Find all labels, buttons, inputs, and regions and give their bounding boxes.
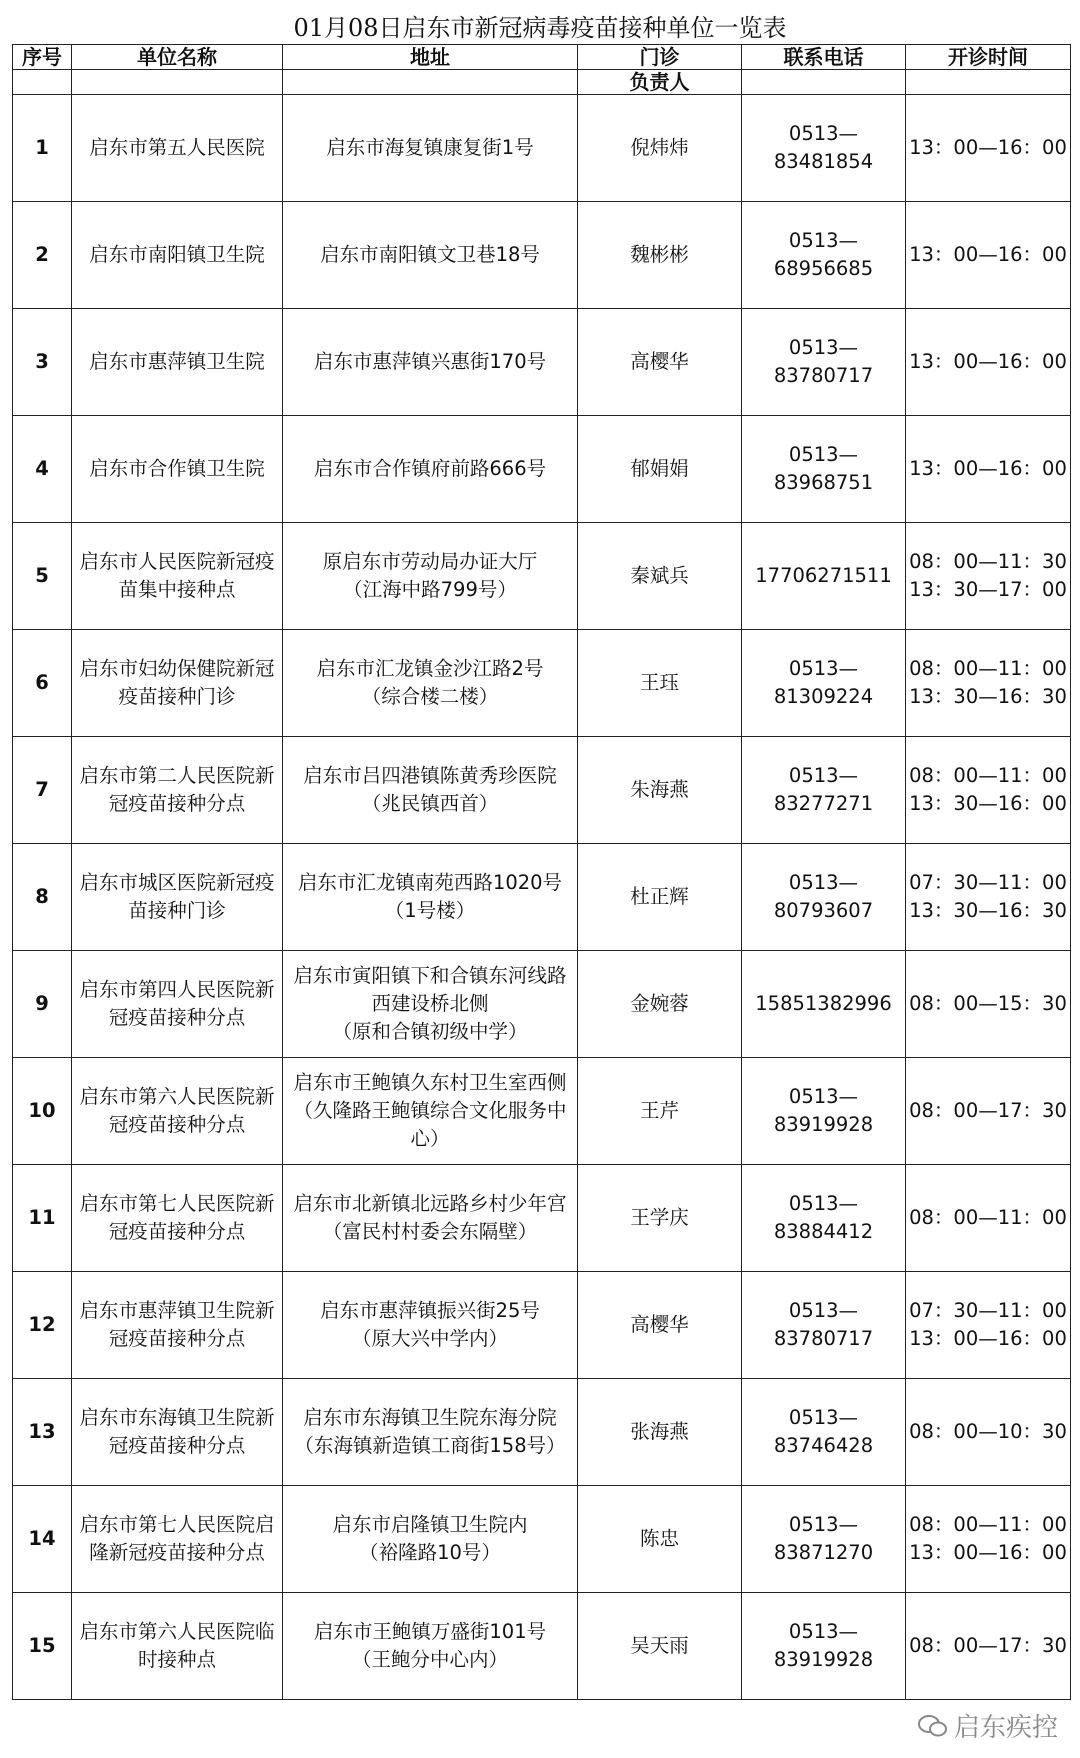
row-address: 启东市寅阳镇下和合镇东河线路 西建设桥北侧 （原和合镇初级中学） [283, 951, 578, 1058]
row-hours: 08：00—17：30 [906, 1593, 1071, 1700]
row-head: 王芹 [578, 1058, 742, 1165]
row-hours: 13：00—16：00 [906, 95, 1071, 202]
row-head: 郁娟娟 [578, 416, 742, 523]
row-index: 1 [13, 95, 72, 202]
watermark-text: 启东疾控 [953, 1713, 1058, 1743]
row-address: 启东市合作镇府前路666号 [283, 416, 578, 523]
header-address: 地址 [283, 45, 578, 70]
row-address: 启东市王鲍镇久东村卫生室西侧 （久隆路王鲍镇综合文化服务中 心） [283, 1058, 578, 1165]
row-phone: 0513—83780717 [742, 309, 906, 416]
row-head: 金婉蓉 [578, 951, 742, 1058]
row-address: 启东市王鲍镇万盛街101号 （王鲍分中心内） [283, 1593, 578, 1700]
row-index: 15 [13, 1593, 72, 1700]
row-phone: 0513—83919928 [742, 1058, 906, 1165]
row-unit: 启东市妇幼保健院新冠 疫苗接种门诊 [72, 630, 283, 737]
row-unit: 启东市第五人民医院 [72, 95, 283, 202]
row-head: 高樱华 [578, 309, 742, 416]
row-head: 张海燕 [578, 1379, 742, 1486]
row-unit: 启东市城区医院新冠疫 苗接种门诊 [72, 844, 283, 951]
row-address: 启东市吕四港镇陈黄秀珍医院 （兆民镇西首） [283, 737, 578, 844]
row-unit: 启东市第四人民医院新 冠疫苗接种分点 [72, 951, 283, 1058]
row-hours: 08：00—11：00 13：00—16：00 [906, 1486, 1071, 1593]
table-row [13, 1379, 1071, 1486]
row-hours: 08：00—11：00 [906, 1165, 1071, 1272]
row-index: 2 [13, 202, 72, 309]
row-index: 14 [13, 1486, 72, 1593]
row-phone: 0513—81309224 [742, 630, 906, 737]
row-hours: 08：00—11：00 13：30—16：00 [906, 737, 1071, 844]
row-index: 9 [13, 951, 72, 1058]
row-index: 11 [13, 1165, 72, 1272]
page-title: 01月08日启东市新冠病毒疫苗接种单位一览表 [293, 14, 787, 42]
row-address: 启东市北新镇北远路乡村少年宫 （富民村村委会东隔壁） [283, 1165, 578, 1272]
row-head: 高樱华 [578, 1272, 742, 1379]
row-phone: 17706271511 [742, 523, 906, 630]
row-hours: 08：00—11：00 13：30—16：30 [906, 630, 1071, 737]
row-address: 启东市汇龙镇金沙江路2号 （综合楼二楼） [283, 630, 578, 737]
row-address: 启东市东海镇卫生院东海分院 （东海镇新造镇工商街158号） [283, 1379, 578, 1486]
row-unit: 启东市第六人民医院新 冠疫苗接种分点 [72, 1058, 283, 1165]
row-index: 8 [13, 844, 72, 951]
table-row [13, 309, 1071, 416]
row-unit: 启东市东海镇卫生院新 冠疫苗接种分点 [72, 1379, 283, 1486]
row-index: 5 [13, 523, 72, 630]
row-phone: 0513—83919928 [742, 1593, 906, 1700]
table-row [13, 1486, 1071, 1593]
row-unit: 启东市人民医院新冠疫 苗集中接种点 [72, 523, 283, 630]
table-row [13, 737, 1071, 844]
row-unit: 启东市南阳镇卫生院 [72, 202, 283, 309]
row-head: 王珏 [578, 630, 742, 737]
row-address: 启东市惠萍镇振兴街25号 （原大兴中学内） [283, 1272, 578, 1379]
row-address: 启东市惠萍镇兴惠街170号 [283, 309, 578, 416]
row-index: 10 [13, 1058, 72, 1165]
row-unit: 启东市第二人民医院新 冠疫苗接种分点 [72, 737, 283, 844]
header-hours: 开诊时间 [906, 45, 1071, 70]
row-phone: 0513—83481854 [742, 95, 906, 202]
table-row [13, 951, 1071, 1058]
table-row [13, 844, 1071, 951]
row-hours: 13：00—16：00 [906, 416, 1071, 523]
row-address: 启东市海复镇康复街1号 [283, 95, 578, 202]
row-head: 杜正辉 [578, 844, 742, 951]
row-index: 4 [13, 416, 72, 523]
table-row [13, 523, 1071, 630]
row-head: 秦斌兵 [578, 523, 742, 630]
row-phone: 0513—83871270 [742, 1486, 906, 1593]
table-row [13, 1272, 1071, 1379]
row-hours: 08：00—15：30 [906, 951, 1071, 1058]
row-phone: 0513—83277271 [742, 737, 906, 844]
row-hours: 13：00—16：00 [906, 202, 1071, 309]
row-hours: 07：30—11：00 13：30—16：30 [906, 844, 1071, 951]
row-unit: 启东市合作镇卫生院 [72, 416, 283, 523]
row-hours: 07：30—11：00 13：00—16：00 [906, 1272, 1071, 1379]
row-index: 6 [13, 630, 72, 737]
header-clinic: 门诊 [578, 45, 742, 70]
row-hours: 13：00—16：00 [906, 309, 1071, 416]
row-address: 启东市南阳镇文卫巷18号 [283, 202, 578, 309]
header-subrow [13, 70, 1071, 95]
row-hours: 08：00—10：30 [906, 1379, 1071, 1486]
table-row [13, 95, 1071, 202]
row-hours: 08：00—11：30 13：30—17：00 [906, 523, 1071, 630]
row-head: 陈忠 [578, 1486, 742, 1593]
row-unit: 启东市第六人民医院临 时接种点 [72, 1593, 283, 1700]
row-address: 启东市汇龙镇南苑西路1020号 （1号楼） [283, 844, 578, 951]
row-head: 王学庆 [578, 1165, 742, 1272]
table-row [13, 202, 1071, 309]
table-row [13, 1593, 1071, 1700]
vaccination-sites-table [12, 44, 1071, 1700]
row-unit: 启东市第七人民医院启 隆新冠疫苗接种分点 [72, 1486, 283, 1593]
row-phone: 0513—68956685 [742, 202, 906, 309]
row-phone: 0513—83746428 [742, 1379, 906, 1486]
wechat-icon [918, 1714, 948, 1738]
watermark [918, 1707, 1058, 1744]
table-row [13, 1058, 1071, 1165]
row-index: 12 [13, 1272, 72, 1379]
row-phone: 0513—83968751 [742, 416, 906, 523]
table-row [13, 630, 1071, 737]
row-index: 3 [13, 309, 72, 416]
header-index: 序号 [13, 45, 72, 70]
row-unit: 启东市惠萍镇卫生院新 冠疫苗接种分点 [72, 1272, 283, 1379]
row-unit: 启东市惠萍镇卫生院 [72, 309, 283, 416]
table-row [13, 1165, 1071, 1272]
header-phone: 联系电话 [742, 45, 906, 70]
row-phone: 0513—83780717 [742, 1272, 906, 1379]
row-address: 启东市启隆镇卫生院内 （裕隆路10号） [283, 1486, 578, 1593]
header-row [13, 45, 1071, 70]
row-head: 魏彬彬 [578, 202, 742, 309]
row-phone: 0513—83884412 [742, 1165, 906, 1272]
row-address: 原启东市劳动局办证大厅 （江海中路799号） [283, 523, 578, 630]
header-unit: 单位名称 [72, 45, 283, 70]
row-index: 13 [13, 1379, 72, 1486]
row-phone: 0513—80793607 [742, 844, 906, 951]
table-row [13, 416, 1071, 523]
header-clinic-head: 负责人 [578, 70, 742, 95]
row-unit: 启东市第七人民医院新 冠疫苗接种分点 [72, 1165, 283, 1272]
row-index: 7 [13, 737, 72, 844]
row-head: 朱海燕 [578, 737, 742, 844]
row-hours: 08：00—17：30 [906, 1058, 1071, 1165]
row-phone: 15851382996 [742, 951, 906, 1058]
row-head: 吴天雨 [578, 1593, 742, 1700]
row-head: 倪炜炜 [578, 95, 742, 202]
